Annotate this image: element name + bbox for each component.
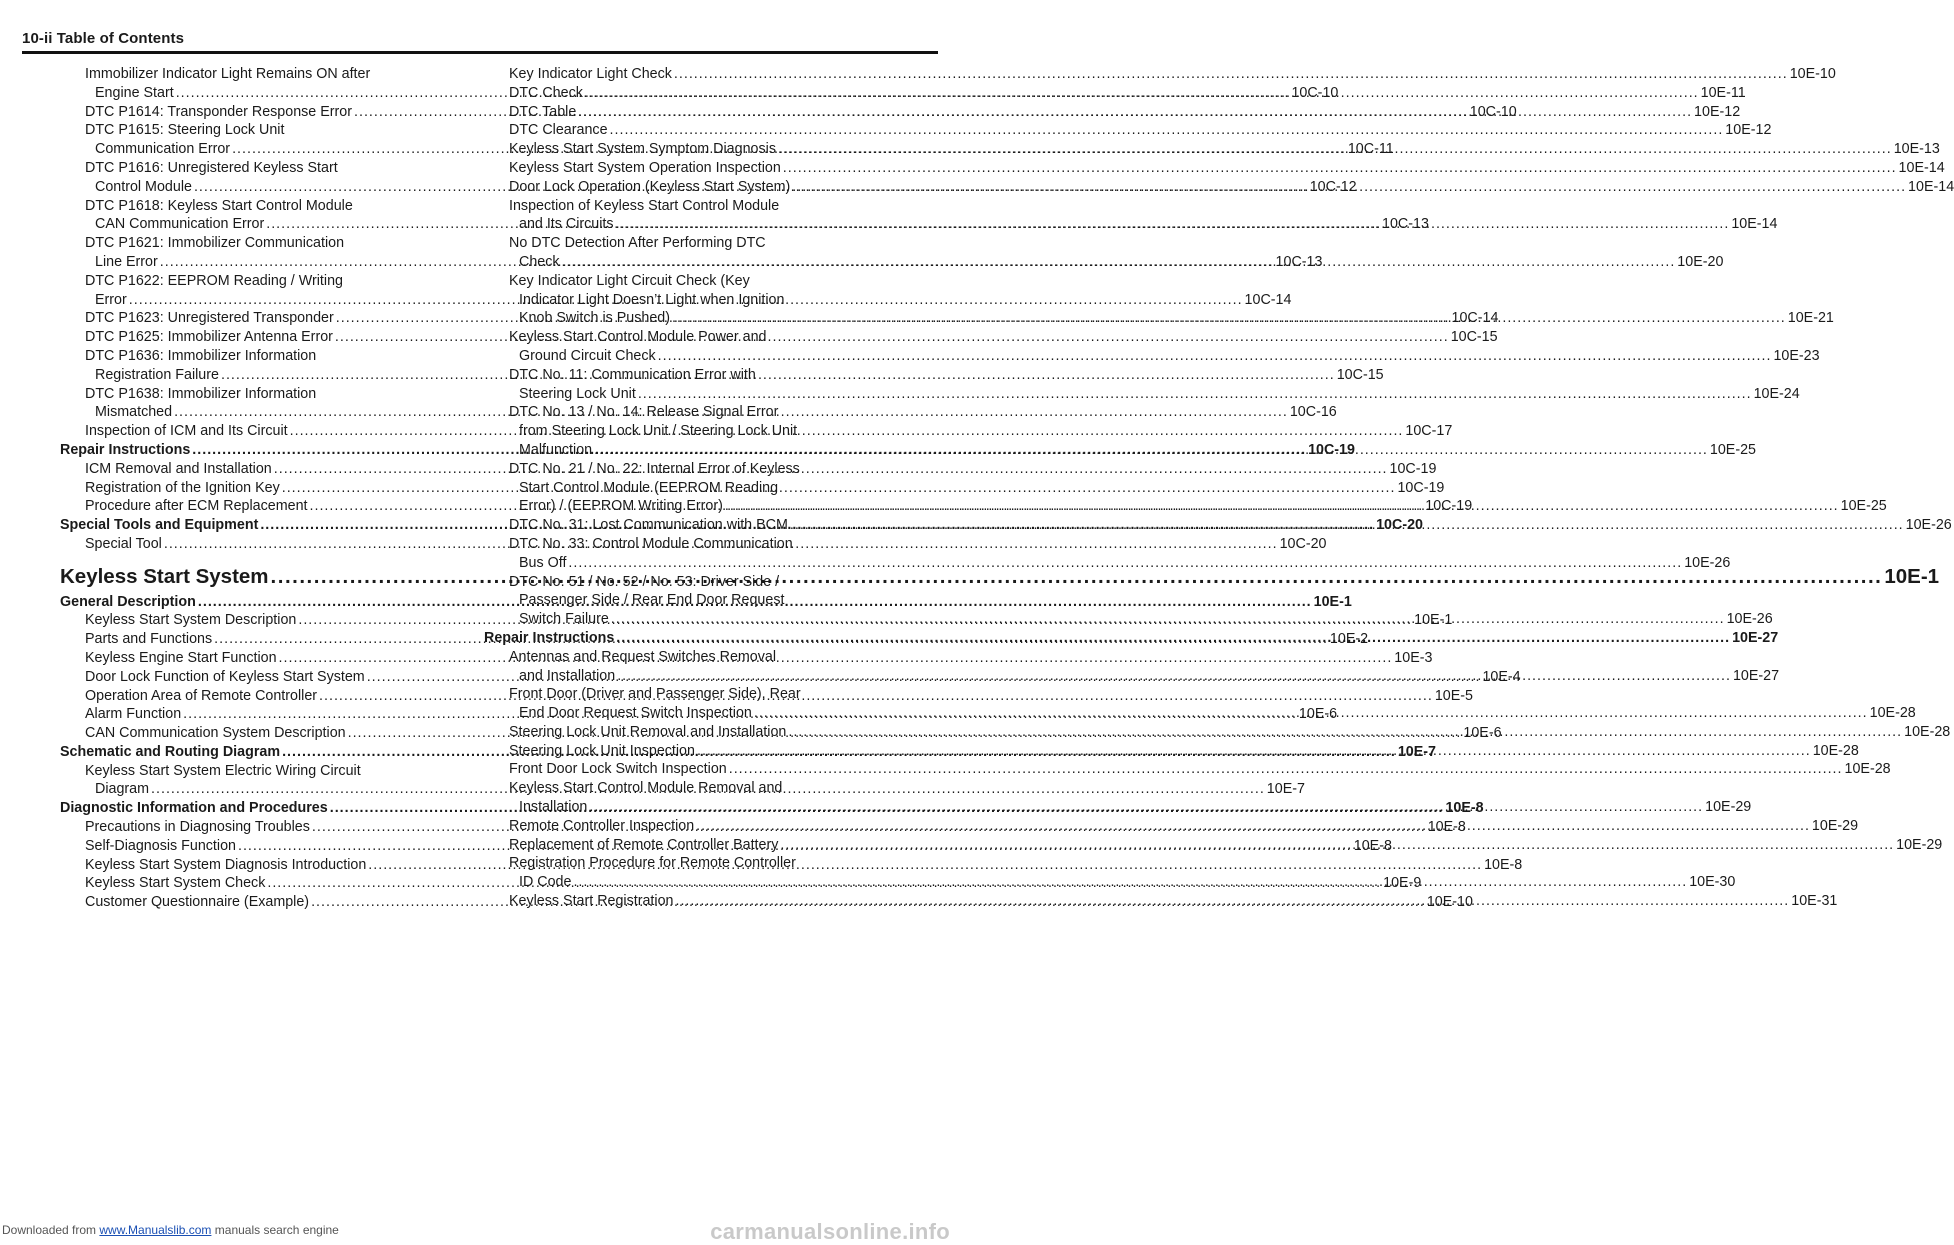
toc-entry-text: DTC P1623: Unregistered Transponder: [85, 310, 334, 327]
toc-entry-text: Parts and Functions: [85, 631, 213, 648]
toc-page-number: 10E-6: [1463, 725, 1502, 742]
toc-entry-text: Indicator Light Doesn’t Light when Ignition: [519, 291, 785, 308]
toc-page-number: 10C-17: [1405, 423, 1453, 440]
dot-leader: [754, 704, 1868, 723]
toc-entry-text: Keyless Start System Diagnosis Introduction: [85, 856, 367, 873]
dot-leader: [610, 121, 1724, 140]
toc-page-number: 10E-6: [1298, 706, 1338, 723]
toc-page-number: 10E-28: [1844, 761, 1891, 778]
toc-page-number: 10E-1: [1313, 593, 1352, 610]
manualslib-link[interactable]: www.Manualslib.com: [99, 1223, 212, 1237]
toc-page-number: 10C-12: [1309, 178, 1357, 195]
toc-page-number: 10E-10: [1426, 894, 1473, 911]
toc-page-number: 10E-24: [1753, 385, 1800, 402]
toc-entry-text: Knob Switch is Pushed): [519, 310, 670, 327]
toc-page-number: 10E-20: [1677, 253, 1724, 270]
toc-entry-text: Remote Controller Inspection: [509, 817, 695, 834]
watermark-brand: carmanualsonline.info: [710, 1219, 950, 1244]
toc-entry-text: Switch Failure: [519, 611, 609, 628]
toc-entry-text: Passenger Side / Rear End Door Request: [519, 592, 785, 609]
toc-page-number: 10E-26: [1726, 611, 1773, 628]
toc-entry-text: DTC No. 13 / No. 14: Release Signal Error: [509, 404, 779, 421]
toc-page-number: 10E-28: [1812, 742, 1859, 759]
toc-entry-text: DTC No. 51 / No. 52 / No. 53: Driver Side /: [509, 573, 780, 590]
dot-leader: [790, 516, 1904, 535]
dot-leader: [616, 215, 1730, 234]
toc-page-number: 10E-8: [1484, 856, 1523, 873]
dot-leader: [616, 629, 1730, 648]
toc-page-number: 10C-14: [1244, 291, 1292, 308]
toc-page-number: 10E-12: [1694, 103, 1741, 120]
toc-entry-text: DTC P1616: Unregistered Keyless Start: [85, 159, 338, 176]
dot-leader: [617, 667, 1731, 686]
toc-entry[interactable]: [484, 760, 1891, 779]
toc-page-number: 10E-8: [1427, 819, 1466, 836]
toc-page-number: 10E-1: [1414, 612, 1453, 629]
download-prefix: Downloaded from: [2, 1223, 100, 1237]
dot-leader: [638, 385, 1752, 404]
toc-entry-text: Steering Lock Unit Inspection: [509, 742, 695, 759]
page-title: 10-ii Table of Contents: [22, 30, 185, 47]
toc-entry-text: Precautions in Diagnosing Troubles: [85, 819, 310, 836]
toc-entry-text: Keyless Start Control Module Power and: [509, 329, 767, 346]
toc-page-number: 10E-5: [1434, 687, 1473, 704]
toc-entry-text: Line Error: [95, 253, 158, 270]
toc-page-number: 10C-19: [1308, 441, 1355, 458]
toc-page-number: 10E-13: [1893, 141, 1940, 158]
toc-entry-text: Check: [519, 253, 560, 270]
toc-page-number: 10C-20: [1279, 535, 1327, 552]
toc-page-number: 10E-28: [1869, 705, 1916, 722]
toc-entry-text: Installation: [519, 799, 588, 816]
dot-leader: [783, 159, 1897, 178]
toc-page-number: 10C-14: [1451, 310, 1499, 327]
toc-page-number: 10E-29: [1705, 799, 1752, 816]
toc-entry-text: Diagram: [95, 781, 150, 798]
toc-page-number: 10E-25: [1709, 441, 1756, 458]
toc-page-number: 10C-13: [1275, 253, 1323, 270]
header-rule: [22, 51, 938, 54]
toc-entry-text: Control Module: [95, 178, 192, 195]
toc-entry-text: Registration Procedure for Remote Controller: [509, 855, 796, 872]
dot-leader: [674, 65, 1788, 84]
toc-entry-text: Keyless Start System: [60, 564, 269, 588]
dot-leader: [658, 347, 1772, 366]
toc-entry-text: Front Door (Driver and Passenger Side), Rear: [509, 686, 801, 703]
toc-page-number: 10E-27: [1732, 629, 1779, 646]
toc-entry-text: Keyless Start Control Module Removal and: [509, 780, 783, 797]
dot-leader: [729, 760, 1843, 779]
toc-entry-text: Keyless Start System Operation Inspection: [509, 159, 781, 176]
toc-entry[interactable]: [484, 65, 1836, 84]
toc-entry-text: Registration of the Ignition Key: [85, 479, 280, 496]
toc-entry-text: Steering Lock Unit Removal and Installation: [509, 723, 787, 740]
toc-page-number: 10E-14: [1908, 178, 1954, 195]
dot-leader: [611, 610, 1725, 629]
dot-leader: [696, 817, 1810, 836]
toc-page-number: 10E-26: [1684, 554, 1731, 571]
toc-page-number: 10E-29: [1896, 836, 1943, 853]
toc-entry-text: Keyless Start System Symptom Diagnosis: [509, 141, 776, 158]
toc-entry-text: DTC P1615: Steering Lock Unit: [85, 122, 285, 139]
toc-entry-text: Engine Start: [95, 84, 174, 101]
toc-entry-text: DTC No. 21 / No. 22: Internal Error of Keyless: [509, 460, 800, 477]
toc-entry-text: DTC P1638: Immobilizer Information: [85, 385, 317, 402]
toc-page-number: 10E-7: [1397, 743, 1436, 760]
toc-entry-text: Inspection of ICM and Its Circuit: [85, 423, 288, 440]
dot-leader: [578, 103, 1692, 122]
toc-entry-text: DTC No. 11: Communication Error with: [509, 366, 756, 383]
toc-entry-text: Door Lock Operation (Keyless Start System): [509, 178, 791, 195]
toc-entry-text: Bus Off: [519, 554, 567, 571]
toc-page-number: 10C-10: [1291, 84, 1339, 101]
toc-entry-text: DTC Clearance: [509, 122, 608, 139]
toc-entry-text: DTC P1614: Transponder Response Error: [85, 103, 353, 120]
toc-entry[interactable]: [484, 159, 1945, 178]
dot-leader: [725, 497, 1839, 516]
toc-entry-text: DTC P1636: Immobilizer Information: [85, 347, 317, 364]
toc-entry-text: Special Tools and Equipment: [60, 517, 259, 534]
toc-entry-text: DTC P1622: EEPROM Reading / Writing: [85, 272, 343, 289]
dot-leader: [589, 798, 1703, 817]
toc-entry-text: DTC No. 31: Lost Communication with BCM: [509, 517, 788, 534]
toc-page-number: 10E-4: [1482, 668, 1521, 685]
toc-page-number: 10C-20: [1376, 517, 1423, 534]
toc-entry-text: DTC P1621: Immobilizer Communication: [85, 235, 345, 252]
toc-page-number: 10E-9: [1383, 875, 1422, 892]
toc-entry-text: Error: [95, 291, 127, 308]
toc-entry-text: from Steering Lock Unit / Steering Lock Unit: [519, 423, 798, 440]
toc-entry-text: Key Indicator Light Circuit Check (Key: [509, 272, 750, 289]
toc-entry-text: Start Control Module (EEPROM Reading: [519, 479, 779, 496]
toc-entry-text: Alarm Function: [85, 706, 182, 723]
dot-leader: [792, 178, 1906, 197]
toc-entry-text: No DTC Detection After Performing DTC: [509, 235, 766, 252]
toc-entry-text: DTC Check: [509, 84, 583, 101]
toc-page-number: 10C-11: [1347, 141, 1394, 158]
dot-leader: [573, 873, 1687, 892]
toc-page-number: 10E-25: [1840, 498, 1887, 515]
dot-leader: [568, 554, 1682, 573]
toc-entry-text: End Door Request Switch Inspection: [519, 705, 752, 722]
download-suffix: manuals search engine: [211, 1223, 339, 1237]
toc-page-number: 10E-3: [1394, 649, 1433, 666]
page-header: [22, 30, 938, 54]
toc-page-number: 10E-11: [1700, 84, 1746, 101]
toc-entry-text: Mismatched: [95, 404, 173, 421]
toc-entry-text: Keyless Start Registration: [509, 893, 674, 910]
toc-entry-text: Malfunction: [519, 441, 593, 458]
toc-entry-text: Antennas and Request Switches Removal: [509, 648, 777, 665]
toc-entry-text: Front Door Lock Switch Inspection: [509, 761, 727, 778]
toc-page-number: 10E-10: [1789, 66, 1836, 82]
dot-leader: [778, 140, 1892, 159]
dot-leader: [585, 84, 1699, 103]
toc-page-number: 10C-19: [1425, 498, 1473, 515]
toc-heading-entry[interactable]: [484, 629, 1779, 648]
toc-entry-text: DTC No. 33: Control Module Communication: [509, 535, 793, 552]
dot-leader: [562, 253, 1676, 272]
toc-entry-text: DTC Table: [509, 103, 577, 120]
toc-page-number: 10E-26: [1905, 517, 1952, 534]
toc-entry-text: and Its Circuits: [519, 216, 614, 233]
dot-leader: [788, 723, 1902, 742]
toc-page-number: 10C-10: [1469, 103, 1517, 120]
toc-page-number: 10C-19: [1389, 460, 1437, 477]
dot-leader: [672, 309, 1786, 328]
toc-page-number: 10E-27: [1732, 667, 1780, 684]
toc-page-number: 10E-30: [1689, 874, 1736, 891]
toc-entry-text: and Installation: [519, 667, 616, 684]
page-footer: [0, 1219, 960, 1242]
dot-leader: [780, 836, 1894, 855]
toc-entry-text: Key Indicator Light Check: [509, 66, 672, 82]
dot-leader: [675, 892, 1789, 911]
toc-page-number: 10E-7: [1266, 781, 1305, 798]
toc-entry-text: Error) / (EEPROM Writing Error): [519, 498, 723, 515]
dot-leader: [594, 441, 1708, 460]
toc-entry-text: Schematic and Routing Diagram: [60, 743, 281, 760]
toc-page-number: 10E-14: [1898, 159, 1945, 176]
toc-entry-text: DTC P1625: Immobilizer Antenna Error: [85, 329, 333, 346]
toc-page-number: 10C-15: [1336, 366, 1384, 383]
toc-page-number: 10C-15: [1450, 329, 1498, 346]
toc-entry-text: Ground Circuit Check: [519, 347, 656, 364]
toc-page-number: 10E-29: [1811, 817, 1859, 834]
dot-leader: [697, 742, 1811, 761]
toc-page-number: 10E-28: [1904, 723, 1951, 740]
toc-entry-text: Keyless Start System Description: [85, 612, 297, 629]
toc-entry-text: Procedure after ECM Replacement: [85, 498, 308, 515]
toc-page-number: 10C-19: [1397, 479, 1445, 496]
toc-page-number: 10C-16: [1289, 404, 1337, 421]
toc-page-number: 10E-1: [1884, 564, 1940, 588]
toc-entry-text: Keyless Start System Check: [85, 875, 266, 892]
toc-page-number: 10E-2: [1329, 631, 1369, 648]
toc-page-number: 10E-8: [1445, 800, 1484, 817]
toc-page-number: 10E-8: [1353, 837, 1392, 854]
toc-entry-text: Repair Instructions: [60, 441, 191, 458]
toc-entry-text: Inspection of Keyless Start Control Module: [509, 197, 780, 214]
download-note: [2, 1223, 339, 1237]
toc-entry-text: Keyless Engine Start Function: [85, 649, 277, 666]
toc-page-number: 10E-31: [1791, 893, 1838, 910]
toc-entry-text: DTC P1618: Keyless Start Control Module: [85, 197, 353, 214]
toc-entry-text: Immobilizer Indicator Light Remains ON after: [85, 66, 371, 82]
toc-entry-text: Registration Failure: [95, 366, 219, 383]
toc-page-number: 10C-13: [1382, 216, 1429, 233]
toc-page-number: 10E-12: [1725, 122, 1772, 139]
toc-entry-text: Keyless Start System Electric Wiring Circuit: [85, 762, 361, 779]
toc-entry-text: Operation Area of Remote Controller: [85, 687, 318, 704]
toc-entry-text: ID Code: [519, 874, 572, 891]
toc-entry-text: Steering Lock Unit: [519, 385, 636, 402]
toc-entry-text: General Description: [60, 593, 196, 610]
toc-entry-text: Door Lock Function of Keyless Start System: [85, 668, 365, 685]
toc-entry-text: CAN Communication Error: [95, 216, 265, 233]
toc-page-number: 10E-14: [1731, 216, 1778, 233]
toc-entry-text: Self-Diagnosis Function: [85, 837, 236, 854]
toc-entry-text: Repair Instructions: [484, 629, 615, 646]
toc-page-number: 10E-21: [1787, 310, 1834, 327]
toc-entry-text: ICM Removal and Installation: [85, 460, 272, 477]
toc-entry[interactable]: [484, 121, 1772, 140]
toc-entry-text: CAN Communication System Description: [85, 725, 346, 742]
toc-entry-text: Customer Questionnaire (Example): [85, 894, 310, 911]
toc-page-number: 10E-23: [1773, 347, 1820, 364]
toc-entry-text: Diagnostic Information and Procedures: [60, 800, 328, 817]
toc-entry-text: Special Tool: [85, 535, 162, 552]
toc-entry-text: Communication Error: [95, 141, 231, 158]
toc-entry-text: Replacement of Remote Controller Battery: [509, 836, 779, 853]
